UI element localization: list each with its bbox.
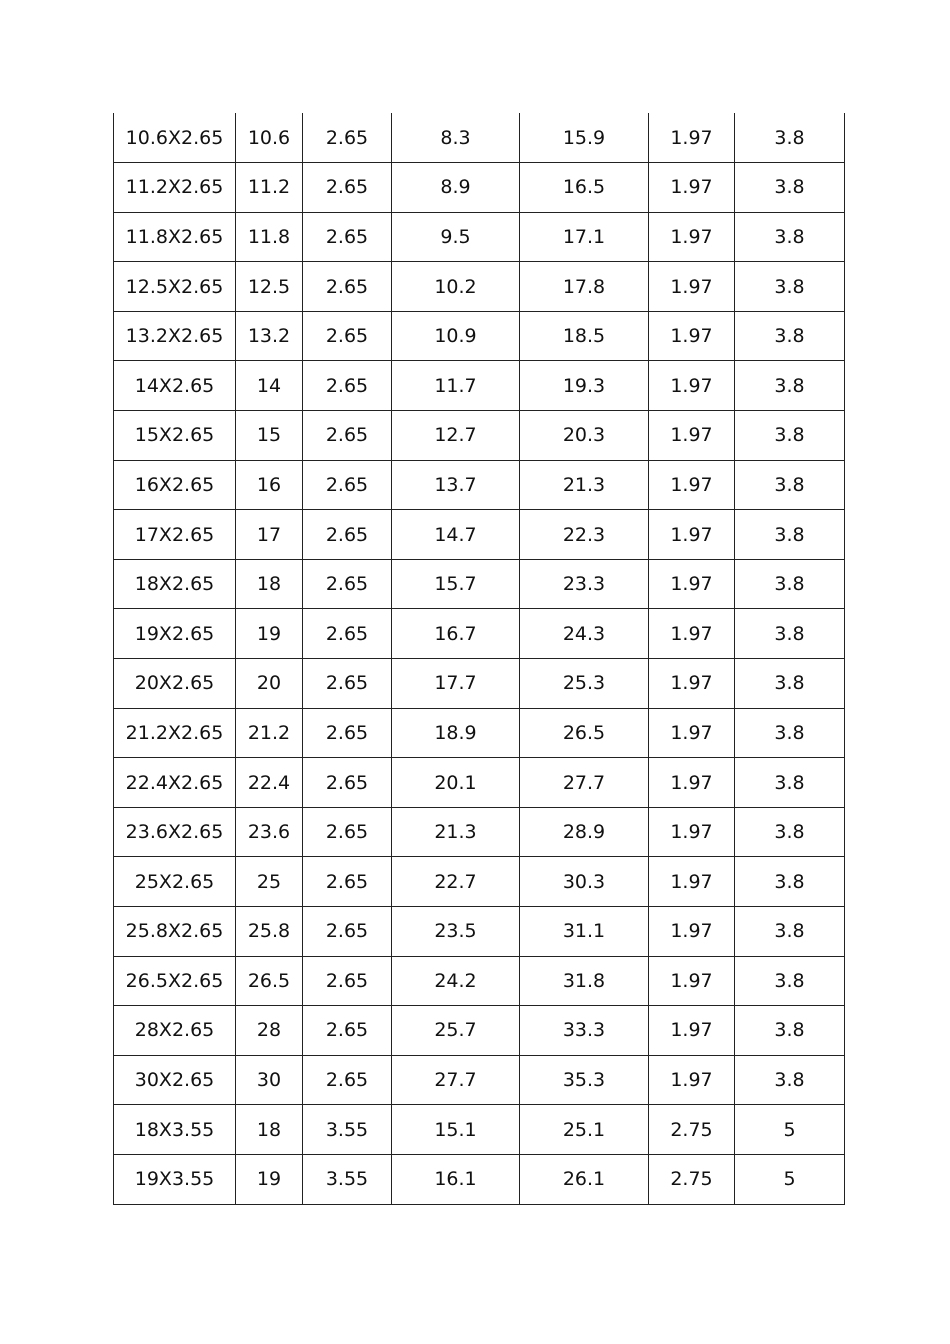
table-cell: 12.5X2.65 — [114, 262, 236, 312]
table-cell: 11.7 — [392, 361, 520, 411]
table-cell: 17 — [236, 510, 303, 560]
table-cell: 2.65 — [303, 311, 392, 361]
table-cell: 3.55 — [303, 1105, 392, 1155]
table-cell: 17.8 — [520, 262, 649, 312]
table-cell: 2.65 — [303, 1006, 392, 1056]
table-cell: 2.65 — [303, 510, 392, 560]
table-cell: 18X3.55 — [114, 1105, 236, 1155]
table-cell: 1.97 — [649, 857, 735, 907]
table-cell: 22.4X2.65 — [114, 758, 236, 808]
table-cell: 21.2X2.65 — [114, 708, 236, 758]
table-cell: 19 — [236, 1154, 303, 1204]
table-cell: 20.1 — [392, 758, 520, 808]
table-cell: 9.5 — [392, 212, 520, 262]
table-cell: 3.55 — [303, 1154, 392, 1204]
table-cell: 21.3 — [392, 807, 520, 857]
table-cell: 10.2 — [392, 262, 520, 312]
table-cell: 15.1 — [392, 1105, 520, 1155]
table-cell: 2.65 — [303, 857, 392, 907]
table-cell: 20X2.65 — [114, 659, 236, 709]
table-cell: 1.97 — [649, 411, 735, 461]
table-cell: 1.97 — [649, 659, 735, 709]
table-cell: 1.97 — [649, 708, 735, 758]
table-cell: 15.9 — [520, 113, 649, 163]
table-row — [114, 411, 845, 461]
table-cell: 30.3 — [520, 857, 649, 907]
table-cell: 19X3.55 — [114, 1154, 236, 1204]
table-cell: 3.8 — [735, 510, 845, 560]
table-cell: 31.8 — [520, 956, 649, 1006]
table-cell: 25.8X2.65 — [114, 907, 236, 957]
table-cell: 15X2.65 — [114, 411, 236, 461]
table-cell: 3.8 — [735, 113, 845, 163]
table-cell: 24.2 — [392, 956, 520, 1006]
table-cell: 10.6X2.65 — [114, 113, 236, 163]
table-cell: 26.5X2.65 — [114, 956, 236, 1006]
table-cell: 1.97 — [649, 311, 735, 361]
table-cell: 1.97 — [649, 212, 735, 262]
table-cell: 24.3 — [520, 609, 649, 659]
table-cell: 2.65 — [303, 758, 392, 808]
table-cell: 3.8 — [735, 311, 845, 361]
table-cell: 11.8X2.65 — [114, 212, 236, 262]
table-cell: 23.6X2.65 — [114, 807, 236, 857]
table-cell: 3.8 — [735, 708, 845, 758]
table-cell: 2.65 — [303, 212, 392, 262]
table-cell: 23.6 — [236, 807, 303, 857]
table-cell: 2.65 — [303, 361, 392, 411]
table-cell: 16 — [236, 460, 303, 510]
table-cell: 3.8 — [735, 758, 845, 808]
table-cell: 17.1 — [520, 212, 649, 262]
table-row — [114, 1006, 845, 1056]
table-cell: 28X2.65 — [114, 1006, 236, 1056]
table-cell: 22.3 — [520, 510, 649, 560]
table-cell: 14X2.65 — [114, 361, 236, 411]
table-cell: 16X2.65 — [114, 460, 236, 510]
table-cell: 2.75 — [649, 1105, 735, 1155]
table-cell: 1.97 — [649, 510, 735, 560]
table-cell: 25.1 — [520, 1105, 649, 1155]
table-cell: 20.3 — [520, 411, 649, 461]
table-cell: 1.97 — [649, 1055, 735, 1105]
table-cell: 26.1 — [520, 1154, 649, 1204]
table-cell: 27.7 — [392, 1055, 520, 1105]
table-cell: 17.7 — [392, 659, 520, 709]
table-cell: 10.9 — [392, 311, 520, 361]
table-cell: 3.8 — [735, 659, 845, 709]
table-cell: 14.7 — [392, 510, 520, 560]
table-cell: 18 — [236, 1105, 303, 1155]
table-cell: 22.7 — [392, 857, 520, 907]
table-cell: 3.8 — [735, 609, 845, 659]
table-cell: 3.8 — [735, 262, 845, 312]
table-cell: 3.8 — [735, 212, 845, 262]
table-cell: 3.8 — [735, 411, 845, 461]
table-row — [114, 1105, 845, 1155]
spec-table-body — [114, 113, 845, 1204]
table-cell: 25.8 — [236, 907, 303, 957]
table-row — [114, 807, 845, 857]
table-cell: 26.5 — [236, 956, 303, 1006]
table-cell: 28 — [236, 1006, 303, 1056]
table-cell: 1.97 — [649, 559, 735, 609]
table-cell: 2.65 — [303, 708, 392, 758]
table-cell: 12.7 — [392, 411, 520, 461]
table-cell: 12.5 — [236, 262, 303, 312]
table-cell: 1.97 — [649, 956, 735, 1006]
table-cell: 2.65 — [303, 460, 392, 510]
table-cell: 3.8 — [735, 857, 845, 907]
table-cell: 1.97 — [649, 361, 735, 411]
table-cell: 1.97 — [649, 907, 735, 957]
table-cell: 18.5 — [520, 311, 649, 361]
table-cell: 25X2.65 — [114, 857, 236, 907]
table-cell: 2.65 — [303, 907, 392, 957]
table-cell: 28.9 — [520, 807, 649, 857]
table-cell: 14 — [236, 361, 303, 411]
table-cell: 2.65 — [303, 807, 392, 857]
table-cell: 3.8 — [735, 956, 845, 1006]
table-cell: 27.7 — [520, 758, 649, 808]
table-cell: 18 — [236, 559, 303, 609]
table-cell: 2.65 — [303, 609, 392, 659]
table-cell: 2.65 — [303, 163, 392, 213]
table-cell: 10.6 — [236, 113, 303, 163]
table-row — [114, 510, 845, 560]
table-cell: 2.75 — [649, 1154, 735, 1204]
table-cell: 19 — [236, 609, 303, 659]
table-cell: 3.8 — [735, 1006, 845, 1056]
table-cell: 25.3 — [520, 659, 649, 709]
table-row — [114, 311, 845, 361]
table-cell: 30X2.65 — [114, 1055, 236, 1105]
table-row — [114, 559, 845, 609]
table-row — [114, 361, 845, 411]
table-cell: 22.4 — [236, 758, 303, 808]
table-cell: 2.65 — [303, 559, 392, 609]
table-row — [114, 460, 845, 510]
table-row — [114, 212, 845, 262]
table-cell: 3.8 — [735, 163, 845, 213]
table-cell: 1.97 — [649, 1006, 735, 1056]
table-cell: 19X2.65 — [114, 609, 236, 659]
table-cell: 11.2X2.65 — [114, 163, 236, 213]
table-cell: 26.5 — [520, 708, 649, 758]
table-cell: 1.97 — [649, 758, 735, 808]
table-cell: 13.2 — [236, 311, 303, 361]
table-cell: 31.1 — [520, 907, 649, 957]
spec-table — [113, 113, 845, 1205]
table-cell: 19.3 — [520, 361, 649, 411]
table-cell: 11.8 — [236, 212, 303, 262]
table-cell: 5 — [735, 1105, 845, 1155]
table-cell: 16.1 — [392, 1154, 520, 1204]
table-cell: 3.8 — [735, 807, 845, 857]
table-row — [114, 1154, 845, 1204]
table-cell: 1.97 — [649, 609, 735, 659]
table-row — [114, 659, 845, 709]
table-cell: 1.97 — [649, 262, 735, 312]
table-cell: 1.97 — [649, 460, 735, 510]
table-cell: 35.3 — [520, 1055, 649, 1105]
table-cell: 1.97 — [649, 113, 735, 163]
table-cell: 18.9 — [392, 708, 520, 758]
table-cell: 25 — [236, 857, 303, 907]
table-row — [114, 708, 845, 758]
table-cell: 2.65 — [303, 262, 392, 312]
table-cell: 23.5 — [392, 907, 520, 957]
table-row — [114, 758, 845, 808]
table-cell: 21.2 — [236, 708, 303, 758]
table-cell: 1.97 — [649, 807, 735, 857]
table-cell: 21.3 — [520, 460, 649, 510]
table-cell: 17X2.65 — [114, 510, 236, 560]
table-cell: 8.9 — [392, 163, 520, 213]
table-row — [114, 857, 845, 907]
table-row — [114, 113, 845, 163]
table-cell: 2.65 — [303, 1055, 392, 1105]
table-cell: 11.2 — [236, 163, 303, 213]
table-row — [114, 609, 845, 659]
table-cell: 33.3 — [520, 1006, 649, 1056]
table-cell: 2.65 — [303, 411, 392, 461]
table-cell: 8.3 — [392, 113, 520, 163]
table-row — [114, 1055, 845, 1105]
table-cell: 16.5 — [520, 163, 649, 213]
table-cell: 15 — [236, 411, 303, 461]
table-cell: 23.3 — [520, 559, 649, 609]
table-cell: 15.7 — [392, 559, 520, 609]
table-cell: 5 — [735, 1154, 845, 1204]
table-cell: 16.7 — [392, 609, 520, 659]
table-cell: 20 — [236, 659, 303, 709]
table-cell: 13.7 — [392, 460, 520, 510]
table-row — [114, 907, 845, 957]
table-cell: 3.8 — [735, 559, 845, 609]
table-cell: 3.8 — [735, 907, 845, 957]
table-row — [114, 956, 845, 1006]
table-cell: 2.65 — [303, 113, 392, 163]
table-cell: 3.8 — [735, 361, 845, 411]
table-cell: 13.2X2.65 — [114, 311, 236, 361]
table-cell: 3.8 — [735, 460, 845, 510]
table-cell: 25.7 — [392, 1006, 520, 1056]
table-cell: 2.65 — [303, 659, 392, 709]
table-row — [114, 163, 845, 213]
table-row — [114, 262, 845, 312]
table-cell: 2.65 — [303, 956, 392, 1006]
table-cell: 30 — [236, 1055, 303, 1105]
table-cell: 3.8 — [735, 1055, 845, 1105]
table-cell: 1.97 — [649, 163, 735, 213]
table-cell: 18X2.65 — [114, 559, 236, 609]
